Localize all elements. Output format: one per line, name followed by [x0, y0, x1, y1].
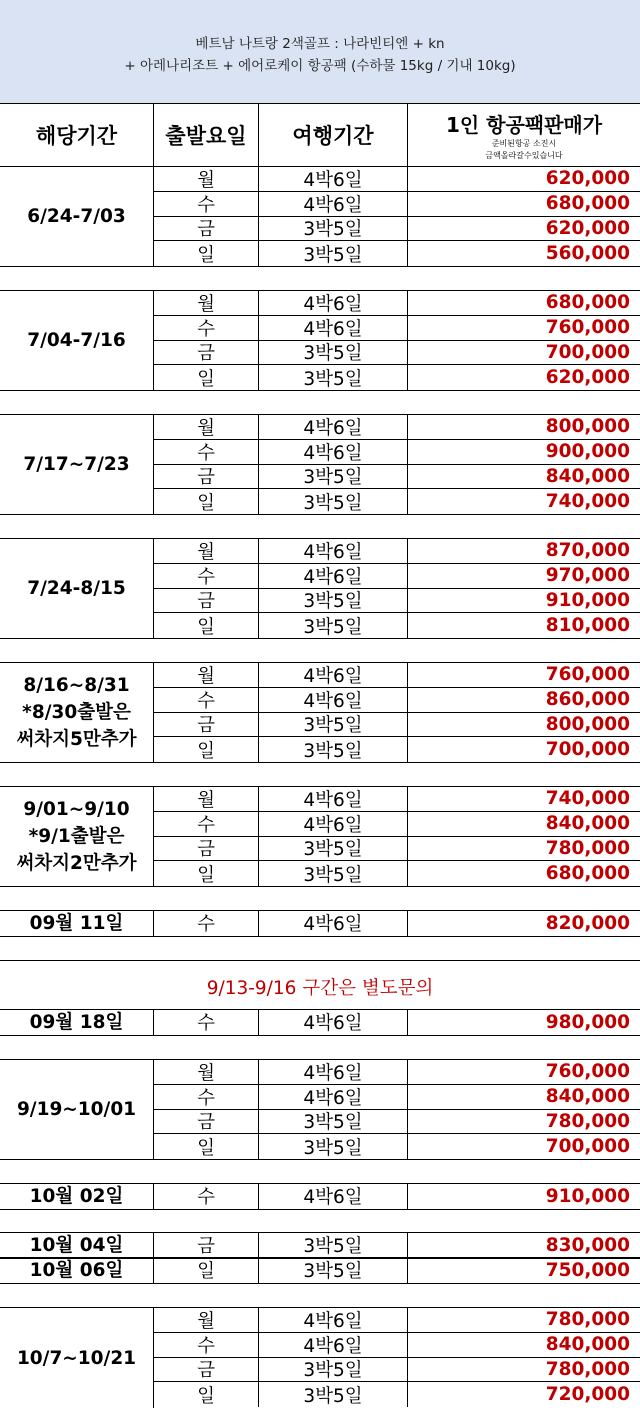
block-top-line — [0, 538, 640, 539]
period-block — [0, 415, 640, 515]
title-banner — [0, 0, 640, 104]
duration-cell: 3박5일 — [259, 365, 408, 390]
price-cell: 780,000 — [545, 1358, 630, 1380]
period-label-line: 10월 04일 — [29, 1234, 124, 1256]
duration-cell: 4박6일 — [259, 663, 408, 687]
price-cell: 840,000 — [545, 1334, 630, 1356]
day-cell: 금 — [154, 1233, 259, 1258]
day-cell: 월 — [154, 1308, 259, 1332]
duration-cell: 4박6일 — [259, 1010, 408, 1035]
price-cell: 620,000 — [545, 217, 630, 239]
duration-cell: 4박6일 — [259, 1308, 408, 1332]
price-cell: 840,000 — [545, 465, 630, 487]
day-cell: 금 — [154, 1358, 259, 1382]
duration-cell: 4박6일 — [259, 167, 408, 191]
day-cell: 월 — [154, 415, 259, 439]
table-row — [154, 1184, 640, 1209]
block-top-line — [0, 1232, 640, 1233]
day-cell: 월 — [154, 291, 259, 315]
price-cell: 680,000 — [545, 863, 630, 885]
duration-cell: 4박6일 — [259, 192, 408, 216]
price-cell: 800,000 — [545, 713, 630, 735]
duration-cell: 3박5일 — [259, 1110, 408, 1134]
price-cell: 970,000 — [545, 565, 630, 587]
table-row — [154, 663, 640, 688]
block-top-line — [0, 910, 640, 911]
period-label — [0, 291, 154, 390]
header-price — [408, 104, 640, 166]
duration-cell: 3박5일 — [259, 589, 408, 613]
duration-cell: 3박5일 — [259, 241, 408, 266]
table-row — [154, 911, 640, 936]
day-cell: 일 — [154, 613, 259, 638]
day-cell: 금 — [154, 465, 259, 489]
price-cell: 840,000 — [545, 813, 630, 835]
block-top-line — [0, 414, 640, 415]
period-label-line: 6/24-7/03 — [27, 206, 126, 227]
period-label-line: 10월 02일 — [29, 1185, 124, 1207]
duration-cell: 3박5일 — [259, 613, 408, 638]
day-cell: 일 — [154, 1258, 259, 1283]
duration-cell: 3박5일 — [259, 713, 408, 737]
block-top-line — [0, 662, 640, 663]
block-top-line — [0, 1059, 640, 1060]
period-label — [0, 1233, 154, 1258]
day-cell: 수 — [154, 1010, 259, 1035]
table-row — [154, 861, 640, 886]
table-row — [154, 787, 640, 812]
period-block — [0, 1258, 640, 1284]
duration-cell: 4박6일 — [259, 1333, 408, 1357]
period-label-line: 써차지5만추가 — [16, 729, 137, 750]
table-row — [154, 1085, 640, 1110]
period-label-line: 10/7~10/21 — [16, 1347, 137, 1369]
table-row — [154, 688, 640, 713]
period-label-line: 9/01~9/10 — [23, 799, 130, 820]
header-departure-day: 출발요일 — [154, 104, 259, 166]
day-cell: 수 — [154, 192, 259, 216]
table-row — [154, 1258, 640, 1283]
day-cell: 일 — [154, 1382, 259, 1407]
period-label-line: 7/04-7/16 — [27, 330, 126, 351]
price-cell: 800,000 — [545, 416, 630, 438]
price-cell: 980,000 — [545, 1011, 630, 1033]
table-row — [154, 291, 640, 316]
duration-cell: 4박6일 — [259, 688, 408, 712]
price-cell: 860,000 — [545, 689, 630, 711]
period-block — [0, 787, 640, 887]
day-cell: 일 — [154, 1134, 259, 1159]
period-label-line: 7/17~7/23 — [23, 454, 130, 475]
period-block — [0, 663, 640, 763]
period-label — [0, 415, 154, 514]
duration-cell: 3박5일 — [259, 465, 408, 489]
table-row — [154, 1110, 640, 1135]
period-label — [0, 1010, 154, 1035]
period-label — [0, 787, 154, 886]
duration-cell: 3박5일 — [259, 489, 408, 514]
period-label-line: 9/19~10/01 — [16, 1099, 137, 1120]
table-row — [154, 1308, 640, 1333]
day-cell: 일 — [154, 365, 259, 390]
period-label-line: *8/30출발은 — [22, 702, 131, 723]
day-cell: 수 — [154, 564, 259, 588]
duration-cell: 3박5일 — [259, 837, 408, 861]
table-row — [154, 316, 640, 341]
day-cell: 월 — [154, 167, 259, 191]
period-label — [0, 1258, 154, 1283]
period-label — [0, 1184, 154, 1209]
table-row — [154, 713, 640, 738]
day-cell: 금 — [154, 217, 259, 241]
header-trip-length: 여행기간 — [259, 104, 408, 166]
table-row — [154, 489, 640, 514]
duration-cell: 3박5일 — [259, 1233, 408, 1258]
duration-cell: 4박6일 — [259, 787, 408, 811]
period-label-line: 7/24-8/15 — [27, 578, 126, 599]
day-cell: 월 — [154, 787, 259, 811]
table-row — [154, 539, 640, 564]
block-top-line — [0, 1307, 640, 1308]
price-cell: 750,000 — [545, 1259, 630, 1281]
duration-cell: 4박6일 — [259, 291, 408, 315]
period-label — [0, 1308, 154, 1408]
day-cell: 수 — [154, 911, 259, 936]
table-row — [154, 1358, 640, 1383]
duration-cell: 3박5일 — [259, 1134, 408, 1159]
price-cell: 810,000 — [545, 615, 630, 637]
header-price-note-2: 금액올라갈수있습니다 — [485, 150, 563, 160]
price-cell: 780,000 — [545, 1309, 630, 1331]
table-row — [154, 812, 640, 837]
notice-bottom-line — [0, 1009, 640, 1010]
price-cell: 700,000 — [545, 1136, 630, 1158]
day-cell: 일 — [154, 737, 259, 762]
duration-cell: 4박6일 — [259, 911, 408, 936]
table-row — [154, 217, 640, 242]
table-row — [154, 1333, 640, 1358]
day-cell: 수 — [154, 1184, 259, 1209]
price-cell: 900,000 — [545, 441, 630, 463]
duration-cell: 3박5일 — [259, 341, 408, 365]
table-row — [154, 440, 640, 465]
table-row — [154, 341, 640, 366]
day-cell: 수 — [154, 1333, 259, 1357]
table-row — [154, 1010, 640, 1035]
price-cell: 780,000 — [545, 1110, 630, 1132]
price-cell: 740,000 — [545, 788, 630, 810]
header-price-title: 1인 항공팩판매가 — [445, 112, 603, 137]
price-cell: 760,000 — [545, 1061, 630, 1083]
block-top-line — [0, 786, 640, 787]
duration-cell: 3박5일 — [259, 217, 408, 241]
duration-cell: 4박6일 — [259, 539, 408, 563]
price-cell: 910,000 — [545, 1185, 630, 1207]
period-label — [0, 1060, 154, 1159]
notice-top-line — [0, 960, 640, 961]
table-row — [154, 1233, 640, 1258]
period-label-line: 09월 11일 — [29, 912, 124, 934]
period-label — [0, 911, 154, 936]
header-period: 해당기간 — [0, 104, 154, 166]
period-label — [0, 167, 154, 266]
day-cell: 일 — [154, 489, 259, 514]
table-row — [154, 192, 640, 217]
duration-cell: 4박6일 — [259, 1184, 408, 1209]
table-row — [154, 415, 640, 440]
table-row — [154, 589, 640, 614]
banner-line-2: + 아레나리조트 + 에어로케이 항공팩 (수하물 15kg / 기내 10kg) — [124, 58, 516, 74]
period-label — [0, 663, 154, 762]
inquiry-notice: 9/13-9/16 구간은 별도문의 — [206, 978, 434, 999]
table-row — [154, 1382, 640, 1407]
table-row — [154, 613, 640, 638]
period-label — [0, 539, 154, 638]
table-row — [154, 241, 640, 266]
duration-cell: 3박5일 — [259, 737, 408, 762]
price-cell: 760,000 — [545, 317, 630, 339]
price-cell: 840,000 — [545, 1086, 630, 1108]
period-label-line: 10월 06일 — [29, 1259, 124, 1281]
period-block — [0, 1233, 640, 1259]
block-top-line — [0, 1257, 640, 1258]
banner-line-1: 베트남 나트랑 2색골프 : 나라빈티엔 + kn — [195, 36, 445, 52]
price-cell: 680,000 — [545, 193, 630, 215]
period-block — [0, 1308, 640, 1408]
period-label-line: *9/1출발은 — [28, 826, 125, 847]
day-cell: 일 — [154, 241, 259, 266]
table-row — [154, 1060, 640, 1085]
price-cell: 620,000 — [545, 168, 630, 190]
price-cell: 760,000 — [545, 664, 630, 686]
day-cell: 일 — [154, 861, 259, 886]
price-cell: 560,000 — [545, 243, 630, 265]
table-row — [154, 564, 640, 589]
table-row — [154, 167, 640, 192]
duration-cell: 4박6일 — [259, 415, 408, 439]
day-cell: 수 — [154, 1085, 259, 1109]
table-row — [154, 465, 640, 490]
day-cell: 수 — [154, 316, 259, 340]
price-cell: 870,000 — [545, 540, 630, 562]
period-block — [0, 1184, 640, 1210]
day-cell: 금 — [154, 1110, 259, 1134]
duration-cell: 4박6일 — [259, 812, 408, 836]
period-label-line: 써차지2만추가 — [16, 853, 137, 874]
duration-cell: 3박5일 — [259, 1358, 408, 1382]
day-cell: 금 — [154, 341, 259, 365]
duration-cell: 4박6일 — [259, 1060, 408, 1084]
table-row — [154, 1134, 640, 1159]
duration-cell: 3박5일 — [259, 1258, 408, 1283]
duration-cell: 3박5일 — [259, 861, 408, 886]
period-block — [0, 291, 640, 391]
period-block — [0, 1060, 640, 1160]
price-cell: 910,000 — [545, 589, 630, 611]
block-top-line — [0, 1183, 640, 1184]
period-label-line: 8/16~8/31 — [23, 675, 130, 696]
day-cell: 수 — [154, 440, 259, 464]
period-label-line: 09월 18일 — [29, 1011, 124, 1033]
period-block — [0, 911, 640, 937]
table-row — [154, 365, 640, 390]
price-cell: 740,000 — [545, 491, 630, 513]
price-cell: 820,000 — [545, 912, 630, 934]
table-row — [154, 837, 640, 862]
price-cell: 700,000 — [545, 739, 630, 761]
duration-cell: 4박6일 — [259, 316, 408, 340]
day-cell: 수 — [154, 688, 259, 712]
header-price-note-1: 준비된항공 소진시 — [491, 138, 557, 148]
duration-cell: 4박6일 — [259, 440, 408, 464]
day-cell: 월 — [154, 539, 259, 563]
price-cell: 700,000 — [545, 341, 630, 363]
duration-cell: 3박5일 — [259, 1382, 408, 1407]
price-cell: 680,000 — [545, 292, 630, 314]
price-cell: 780,000 — [545, 837, 630, 859]
duration-cell: 4박6일 — [259, 1085, 408, 1109]
day-cell: 월 — [154, 1060, 259, 1084]
block-top-line — [0, 290, 640, 291]
price-cell: 830,000 — [545, 1234, 630, 1256]
table-header — [0, 104, 640, 166]
day-cell: 수 — [154, 812, 259, 836]
day-cell: 월 — [154, 663, 259, 687]
day-cell: 금 — [154, 837, 259, 861]
day-cell: 금 — [154, 713, 259, 737]
period-block — [0, 1010, 640, 1036]
period-block — [0, 167, 640, 267]
price-cell: 720,000 — [545, 1384, 630, 1406]
price-cell: 620,000 — [545, 367, 630, 389]
duration-cell: 4박6일 — [259, 564, 408, 588]
day-cell: 금 — [154, 589, 259, 613]
table-row — [154, 737, 640, 762]
period-block — [0, 539, 640, 639]
